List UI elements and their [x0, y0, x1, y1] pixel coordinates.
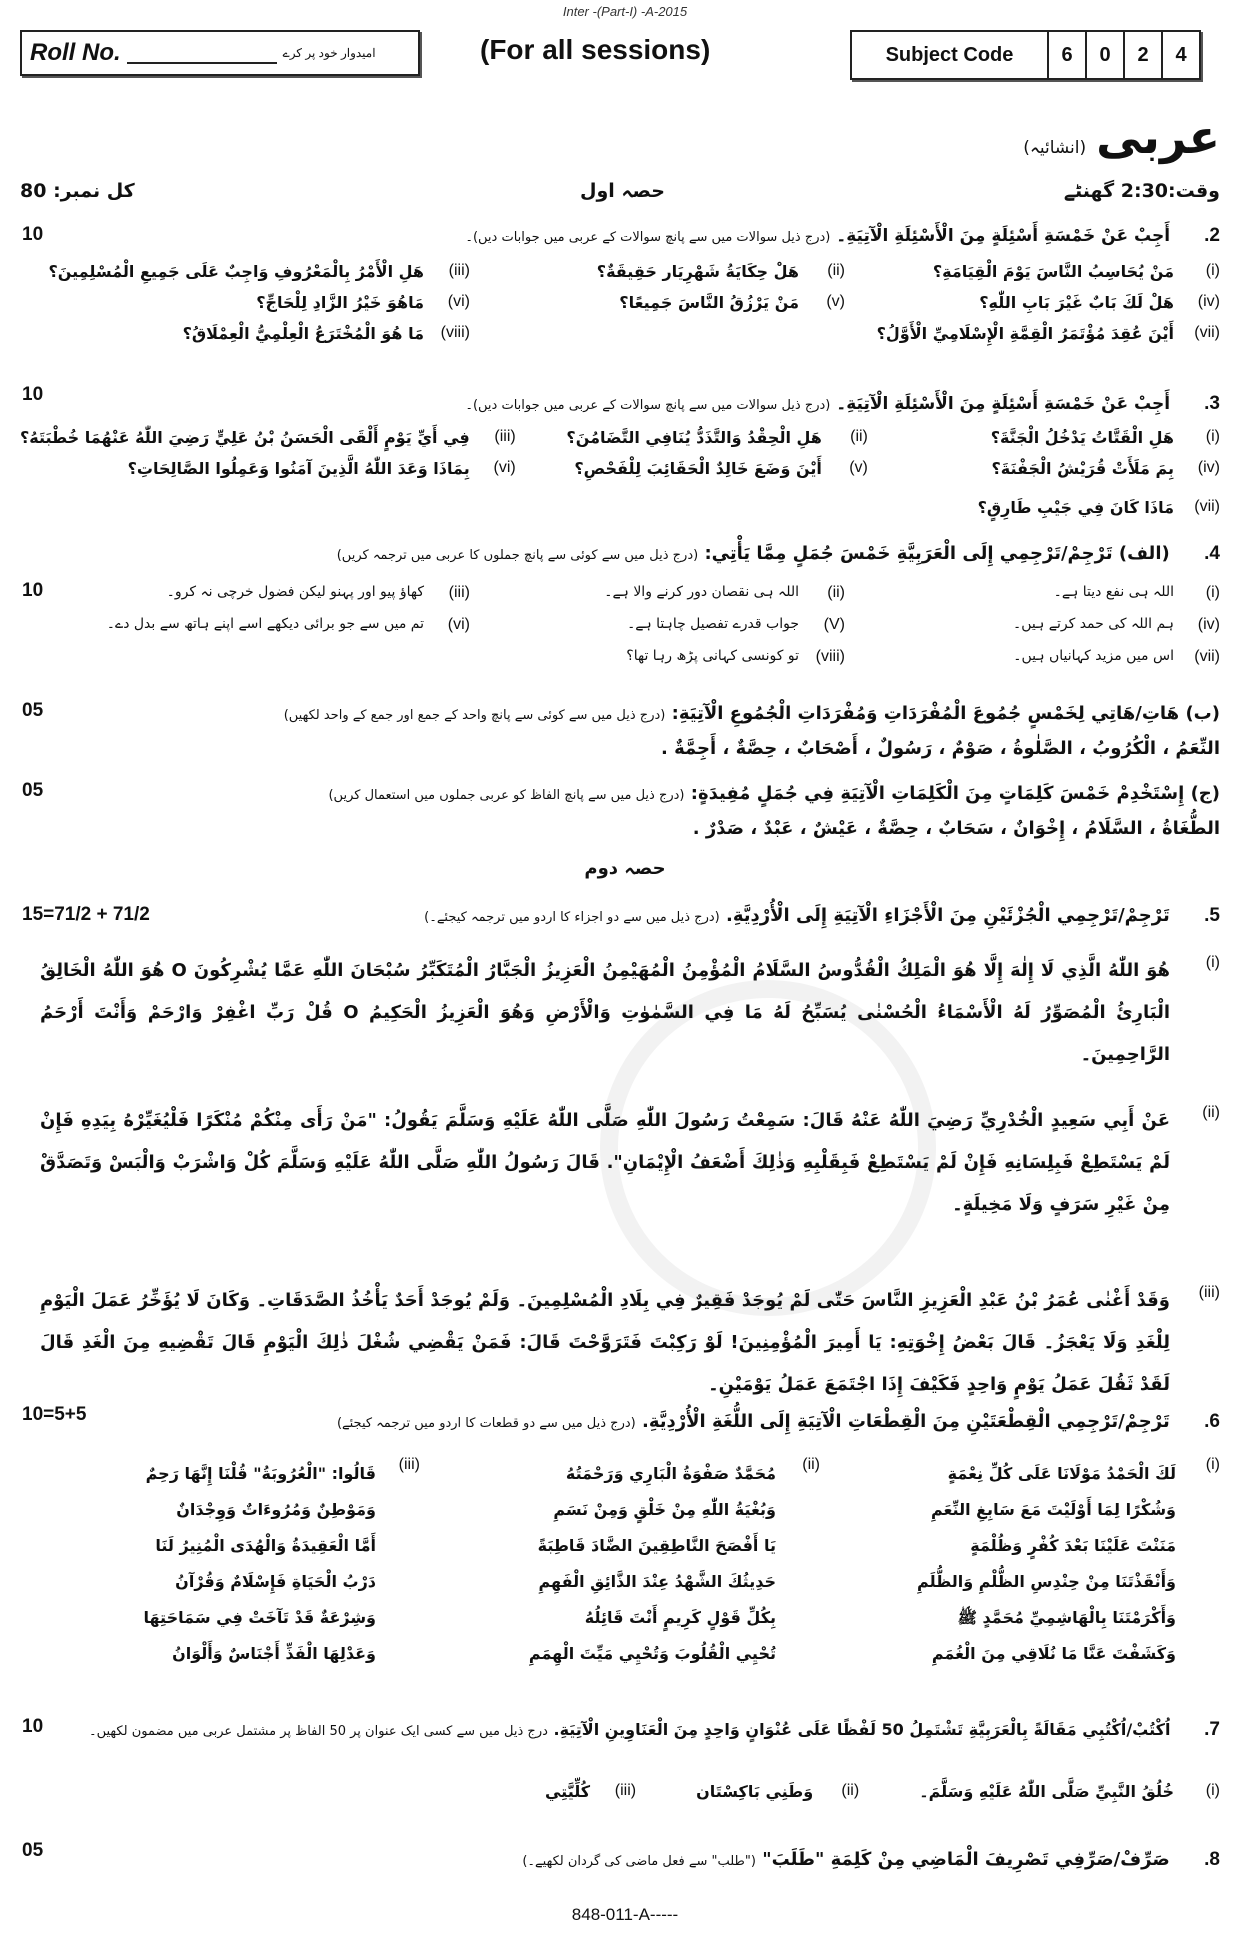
question-4c	[20, 780, 1220, 807]
question-text: تَرْجِمْ/تَرْجِمِي إِلَى الْعَرَبِيَّةِ خَمْسَ جُمَلٍ مِمَّا يَأْتِي:	[704, 543, 1113, 564]
item-number: (ii)	[850, 428, 868, 445]
poem	[440, 1456, 820, 1672]
marks: 10	[22, 224, 44, 245]
item-number: (viii)	[815, 648, 845, 665]
item-text: هَلِ الْقَتَّاتُ يَدْخُلُ الْجَنَّةَ؟	[990, 428, 1174, 447]
question-text: تَرْجِمْ/تَرْجِمِي الْقِطْعَتَيْنِ مِنَ الْقِطْعَاتِ الْآتِيَةِ إِلَى اللُّغَةِ الْأُرْدِيَّةِ.	[642, 1411, 1170, 1432]
item-number: (iii)	[398, 1456, 420, 1473]
question-6	[20, 1408, 1220, 1437]
question-7-items	[20, 1782, 1220, 1801]
roll-number-field[interactable]	[127, 42, 277, 64]
question-number: 2.	[1204, 225, 1220, 246]
poem-line: أَمَّا الْعَقِيدَةُ وَالْهُدَى الْمُنِيرُ لَنَا	[155, 1536, 376, 1555]
question-number: 8.	[1204, 1849, 1220, 1870]
passage	[40, 1280, 1220, 1406]
item-number: (ii)	[827, 262, 845, 279]
question-text: صَرِّفْ/صَرِّفِي تَصْرِيفَ الْمَاضِي مِنْ كَلِمَةِ "طَلَبَ"	[762, 1849, 1170, 1870]
item-number: (iii)	[448, 262, 470, 279]
poem-line: تُحْيِي الْقُلُوبَ وَتُحْيِي مَيِّتَ الْهِمَمِ	[528, 1644, 776, 1663]
question-urdu: (درج ذیل میں سے دو قطعات کا اردو میں ترجمہ کیجئے)	[336, 1416, 636, 1431]
item-text: اللہ ہی نفع دیتا ہے۔	[1053, 584, 1174, 600]
question-urdu: (درج ذیل میں سے کوئی سے پانچ جملوں کا عربی میں ترجمہ کریں)	[336, 548, 699, 563]
item-number: (vii)	[1194, 324, 1220, 341]
poem	[840, 1456, 1220, 1672]
item-number: (V)	[823, 616, 845, 633]
subject-code-digit: 4	[1175, 43, 1187, 66]
item-text: ہم اللہ کی حمد کرتے ہیں۔	[1013, 616, 1174, 632]
item-text: اللہ ہی نقصان دور کرنے والا ہے۔	[604, 584, 799, 600]
item-number: (v)	[849, 459, 868, 476]
item-number: (iv)	[1197, 616, 1220, 633]
poem-line: دَرْبُ الْحَيَاةِ فَإِسْلَامٌ وَقُرْآنُ	[175, 1572, 376, 1591]
list-item	[516, 459, 868, 478]
poems	[40, 1456, 1220, 1672]
item-text: أَيْنَ عُقِدَ مُؤْتَمَرُ الْقِمَّةِ الْإِسْلَامِيِّ الْأَوَّلُ؟	[876, 324, 1174, 343]
question-part: (الف)	[1118, 543, 1170, 564]
list-item	[919, 1782, 1220, 1801]
part-two-heading: حصہ دوم	[584, 858, 666, 879]
list-item	[20, 262, 470, 281]
item-text: کھاؤ پیو اور پہنو لیکن فضول خرچی نہ کرو۔	[166, 584, 424, 600]
subject-code-digit: 0	[1087, 32, 1125, 78]
item-number: (ii)	[841, 1782, 860, 1799]
question-number: 6.	[1204, 1411, 1220, 1432]
marks: 15=71/2 + 71/2	[22, 904, 150, 925]
question-7	[20, 1716, 1220, 1745]
list-item	[545, 1782, 636, 1801]
poem-line: وَشُكْرًا لِمَا أَوْلَيْتَ مَعَ سَابِغِ النِّعَمِ	[930, 1500, 1176, 1519]
passage	[40, 950, 1220, 1076]
item-text: تم میں سے جو برائی دیکھے اسے اپنے ہاتھ سے بدل دے۔	[106, 616, 424, 632]
item-text: اس میں مزید کہانیاں ہیں۔	[1013, 648, 1174, 664]
question-text: هَاتِ/هَاتِي لِخَمْسٍ جُمُوعَ الْمُفْرَدَاتِ وَمُفْرَدَاتِ الْجُمُوعِ الْآتِيَةِ:	[671, 703, 1180, 724]
question-2	[20, 222, 1220, 251]
item-text: أَيْنَ وَضَعَ خَالِدٌ الْحَقَائِبَ لِلْفَحْصِ؟	[574, 459, 822, 478]
item-text: مَاذَا كَانَ فِي جَيْبِ طَارِقٍ؟	[977, 498, 1174, 517]
poem-line: وَأَنْقَذْتَنَا مِنْ حِنْدِسِ الظُّلْمِ وَالظُّلَمِ	[917, 1572, 1176, 1591]
question-5	[20, 902, 1220, 931]
list-item	[20, 293, 470, 312]
question-part: (ج)	[1190, 783, 1220, 804]
item-text: مَنْ يُحَاسِبُ النَّاسَ يَوْمَ الْقِيَامَةِ؟	[932, 262, 1174, 281]
subject-code-digit: 6	[1049, 32, 1087, 78]
poem-line: مُحَمَّدٌ صَفْوَةُ الْبَارِي وَرَحْمَتُهُ	[565, 1464, 776, 1483]
list-item	[470, 262, 845, 281]
item-number: (vi)	[447, 293, 470, 310]
item-text: وَطَنِي بَاكِسْتَان	[696, 1782, 814, 1801]
passage-text: وَقَدْ أَغْنٰى عُمَرُ بْنُ عَبْدِ الْعَزِيزِ النَّاسَ حَتّٰى لَمْ يُوجَدْ فَقِيرٌ فِي بِلَادِ الْمُسْلِمِينَ۔ وَلَمْ يُوجَدْ أَحَدٌ يَأْخُذُ الصَّدَقَاتِ۔ وَكَانَ لَا يُؤَخِّرُ عَمَلَ الْيَوْمِ لِلْغَدِ وَلَا يَعْجَزُ۔ قَالَ بَعْضُ إِخْوَتِهِ: يَا أَمِيرَ الْمُؤْمِنِينَ! لَوْ رَكِبْتَ فَتَرَوَّحْتَ قَالَ: فَمَنْ يَقْضِي شُغْلَ ذٰلِكَ الْيَوْمِ قَالَ تَقْضِيهِ مِنَ الْغَدِ قَالَ لَقَدْ ثَقُلَ عَمَلُ يَوْمٍ وَاحِدٍ فَكَيْفَ إِذَا اجْتَمَعَ عَمَلُ يَوْمَيْنِ۔	[40, 1290, 1170, 1395]
question-urdu: درج ذیل میں سے کسی ایک عنوان پر 50 الفاظ پر مشتمل عربی میں مضمون لکھیں۔	[89, 1724, 548, 1739]
question-urdu: (درج ذیل میں سے پانچ الفاظ کو عربی جملوں میں استعمال کریں)	[328, 788, 685, 803]
list-item	[20, 584, 470, 602]
question-urdu: (درج ذیل سوالات میں سے پانچ سوالات کے عربی میں جوابات دیں)۔	[465, 230, 831, 245]
question-4	[20, 540, 1220, 569]
item-text: بِمَاذَا وَعَدَ اللّٰهُ الَّذِينَ آمَنُوا وَعَمِلُوا الصَّالِحَاتِ؟	[127, 459, 470, 478]
item-number: (viii)	[440, 324, 470, 341]
question-3-items	[20, 428, 1220, 517]
part-one-heading: حصہ اول	[580, 180, 665, 202]
item-text: هَلْ لَكَ بَابٌ غَيْرَ بَابِ اللّٰهِ؟	[979, 293, 1174, 312]
item-text: مَاهُوَ خَيْرُ الزَّادِ لِلْحَاجِّ؟	[256, 293, 424, 312]
item-number: (v)	[826, 293, 845, 310]
poem-line: قَالُوا: "الْعُرُوبَةُ" قُلْنَا إِنَّهَا رَحِمٌ	[145, 1464, 376, 1483]
list-item	[696, 1782, 859, 1801]
question-3	[20, 390, 1220, 419]
list-item	[470, 324, 1220, 343]
item-text: هَلْ حِكَايَةُ شَهْرِيَار حَقِيقَةٌ؟	[596, 262, 799, 281]
marks: 10=5+5	[22, 1404, 87, 1425]
item-number: (vi)	[447, 616, 470, 633]
question-number: 7.	[1204, 1719, 1220, 1740]
poem-line: حَدِيثُكَ الشَّهْدُ عِنْدَ الذَّائِقِ الْفَهِمِ	[538, 1572, 776, 1591]
item-number: (iii)	[494, 428, 516, 445]
poem-line: وَأَكْرَمْتَنَا بِالْهَاشِمِيِّ مُحَمَّدٍ ﷺ	[957, 1608, 1176, 1627]
marks: 05	[22, 1840, 44, 1861]
item-number: (i)	[1205, 428, 1220, 445]
subject-code-box	[850, 30, 1201, 80]
total-marks: کل نمبر: 80	[20, 180, 135, 202]
item-text: فِي أَيِّ يَوْمٍ أَلْقَى الْحَسَنُ بْنُ عَلِيٍّ رَضِيَ اللّٰهُ عَنْهُمَا خُطْبَتَهُ؟	[20, 428, 470, 447]
passage	[40, 1100, 1220, 1226]
item-number: (vii)	[1194, 498, 1220, 515]
poem-line: وَشِرْعَةٌ قَدْ تَآخَتْ فِي سَمَاحَتِهَا	[143, 1608, 376, 1627]
question-text: أَجِبْ عَنْ خَمْسَةِ أَسْئِلَةٍ مِنَ الْأَسْئِلَةِ الْآتِيَةِ۔	[836, 394, 1171, 414]
poem	[40, 1456, 420, 1672]
poem-line: وَبُغْيَةُ اللّٰهِ مِنْ خَلْقٍ وَمِنْ نَسَمِ	[553, 1500, 776, 1519]
item-number: (i)	[1205, 1782, 1220, 1799]
item-text: هَلِ الْحِقْدُ وَالتَّذَدُّ يُنَافِي التَّضَامُنَ؟	[566, 428, 822, 447]
item-number: (i)	[1205, 262, 1220, 279]
marks: 05	[22, 700, 44, 721]
roll-label: Roll No.	[30, 39, 121, 66]
list-item	[845, 584, 1220, 602]
question-text: تَرْجِمْ/تَرْجِمِي الْجُزْئَيْنِ مِنَ الْأَجْزَاءِ الْآتِيَةِ إِلَى الْأُرْدِيَّةِ.	[726, 905, 1170, 926]
item-text: جواب قدرے تفصیل چاہتا ہے۔	[627, 616, 799, 632]
question-urdu: (درج ذیل میں سے کوئی سے پانچ واحد کے جمع اور جمع کے واحد لکھیں)	[283, 708, 666, 723]
poem-line: يَا أَفْصَحَ النَّاطِقِينَ الضَّادَ قَاطِبَةً	[537, 1536, 776, 1555]
list-item	[845, 648, 1220, 666]
poem-line: وَمَوْطِنٌ وَمُرُوءَاتٌ وَوِجْدَانٌ	[176, 1500, 376, 1519]
item-number: (iv)	[1197, 293, 1220, 310]
question-part: (ب)	[1185, 703, 1220, 724]
marks: 05	[22, 780, 44, 801]
item-number: (vi)	[493, 459, 516, 476]
list-item	[20, 616, 470, 634]
paper-type: (انشائیہ)	[1023, 138, 1087, 158]
poem-line: مَنَنْتَ عَلَيْنَا بَعْدَ كُفْرٍ وَظُلْمَةٍ	[970, 1536, 1176, 1555]
passage-text: عَنْ أَبِي سَعِيدٍ الْخُدْرِيِّ رَضِيَ اللّٰهُ عَنْهُ قَالَ: سَمِعْتُ رَسُولَ اللّٰهِ صَلَّى اللّٰهُ عَلَيْهِ وَسَلَّمَ يَقُولُ: "مَنْ رَأَى مِنْكُمْ مُنْكَرًا فَلْيُغَيِّرْهُ بِيَدِهِ فَإِنْ لَمْ يَسْتَطِعْ فَبِلِسَانِهِ فَإِنْ لَمْ يَسْتَطِعْ فَبِقَلْبِهِ وَذٰلِكَ أَضْعَفُ الْإِيْمَانِ". قَالَ رَسُولُ اللّٰهِ صَلَّى اللّٰهُ عَلَيْهِ وَسَلَّمَ كُلْ وَاشْرَبْ وَالْبَسْ وَتَصَدَّقْ مِنْ غَيْرِ سَرَفٍ وَلَا مَخِيلَةٍ۔	[40, 1110, 1170, 1215]
list-item	[470, 584, 845, 602]
subject-code-digit: 2	[1125, 32, 1163, 78]
marks: 10	[22, 384, 44, 405]
list-item	[20, 428, 516, 447]
list-item	[20, 459, 516, 478]
question-4-items	[20, 584, 1220, 666]
question-4b	[20, 700, 1220, 727]
subject-code-label: Subject Code	[852, 32, 1049, 78]
list-item	[20, 490, 1220, 517]
list-item	[845, 616, 1220, 634]
item-number: (ii)	[827, 584, 845, 601]
subject-name: عربی	[1096, 110, 1220, 164]
poem-line: وَكَشَفْتَ عَنَّا مَا نُلَاقِي مِنَ الْغُمَمِ	[931, 1644, 1176, 1663]
item-text: خُلُقُ النَّبِيِّ صَلَّى اللّٰهُ عَلَيْهِ وَسَلَّمَ۔	[919, 1782, 1174, 1801]
poem-line: بِكُلِّ قَوْلٍ كَرِيمٍ أَنْتَ قَائِلُهُ	[584, 1608, 776, 1627]
item-number: (iv)	[1197, 459, 1220, 476]
list-item	[470, 293, 845, 312]
question-number: 4.	[1204, 543, 1220, 564]
question-number: 3.	[1204, 393, 1220, 414]
passage-text: هُوَ اللّٰهُ الَّذِي لَا إِلٰهَ إِلَّا هُوَ الْمَلِكُ الْقُدُّوسُ السَّلَامُ الْمُؤْمِنُ الْمُهَيْمِنُ الْعَزِيزُ الْجَبَّارُ الْمُتَكَبِّرُ سُبْحَانَ اللّٰهِ عَمَّا يُشْرِكُونَ O هُوَ اللّٰهُ الْخَالِقُ الْبَارِئُ الْمُصَوِّرُ لَهُ الْأَسْمَاءُ الْحُسْنٰى يُسَبِّحُ لَهُ مَا فِي السَّمٰوٰتِ وَالْأَرْضِ وَهُوَ الْعَزِيزُ الْحَكِيمُ O قُلْ رَبِّ اغْفِرْ وَارْحَمْ وَأَنْتَ أَرْحَمُ الرَّاحِمِينَ۔	[40, 960, 1171, 1065]
poem-line: وَعَدْلِهَا الْفَذِّ أَجْنَاسٌ وَأَلْوَانُ	[172, 1644, 376, 1663]
item-text: مَا هُوَ الْمُخْتَرَعُ الْعِلْمِيُّ الْعِمْلَاقُ؟	[182, 324, 424, 343]
paper-code-footer: 848-011-A-----	[571, 1905, 679, 1924]
list-item	[868, 428, 1220, 447]
item-number: (ii)	[1202, 1104, 1220, 1121]
item-text: كُلِّيَّتِي	[544, 1782, 591, 1801]
item-number: (iii)	[448, 584, 470, 601]
word-list: النِّعَمُ ، الْكُرُوبُ ، الصَّلٰوةُ ، صَوْمٌ ، رَسُولٌ ، أَصْحَابٌ ، حِصَّةٌ ، أَجِمَّةٌ .	[660, 738, 1220, 759]
item-number: (iii)	[614, 1782, 637, 1799]
time-allowed: وقت:2:30 گھنٹے	[1063, 180, 1220, 202]
list-item	[516, 428, 868, 447]
list-item	[470, 616, 845, 634]
question-text: أَجِبْ عَنْ خَمْسَةِ أَسْئِلَةٍ مِنَ الْأَسْئِلَةِ الْآتِيَةِ۔	[836, 226, 1171, 246]
question-2-items	[20, 262, 1220, 343]
list-item	[845, 293, 1220, 312]
item-text: تو کونسی کہانی پڑھ رہا تھا؟	[626, 648, 799, 664]
item-number: (i)	[1205, 584, 1220, 601]
item-text: بِمَ مَلَأَتْ قُرَيْشُ الْجَفْنَةَ؟	[991, 459, 1174, 478]
marks: 10	[22, 580, 44, 601]
item-text: مَنْ يَرْزُقُ النَّاسَ جَمِيعًا؟	[619, 293, 799, 312]
marks: 10	[22, 1716, 44, 1737]
list-item	[868, 459, 1220, 478]
question-urdu: ("طلب" سے فعل ماضی کی گردان لکھیے۔)	[522, 1854, 756, 1869]
question-number: 5.	[1204, 905, 1220, 926]
item-text: هَلِ الْأَمْرُ بِالْمَعْرُوفِ وَاجِبٌ عَلَى جَمِيعِ الْمُسْلِمِينَ؟	[48, 262, 424, 281]
question-text: إِسْتَخْدِمْ خَمْسَ كَلِمَاتٍ مِنَ الْكَلِمَاتِ الْآتِيَةِ فِي جُمَلٍ مُفِيدَةٍ:	[690, 783, 1185, 804]
paper-caption: Inter -(Part-I) -A-2015	[562, 4, 688, 19]
question-text: اُكْتُبْ/اُكْتُبِي مَقَالَةً بِالْعَرَبِيَّةِ تَشْتَمِلُ 50 لَفْظًا عَلَى عُنْوَانٍ وَاحِدٍ مِنَ الْعَنَاوِينِ الْآتِيَةِ.	[553, 1720, 1171, 1739]
item-number: (ii)	[802, 1456, 820, 1473]
list-item	[470, 648, 845, 666]
list-item	[845, 262, 1220, 281]
word-list: الطُّغَاةُ ، السَّلَامُ ، إِخْوَانٌ ، سَحَابٌ ، حِصَّةٌ ، عَيْشٌ ، عَبْدٌ ، صَدْرٌ .	[692, 818, 1220, 839]
subject-title	[1023, 110, 1220, 164]
item-number: (i)	[1205, 954, 1220, 971]
item-number: (vii)	[1194, 648, 1220, 665]
roll-urdu-note: امیدوار خود پر کرے	[282, 46, 376, 60]
question-8	[20, 1846, 1220, 1875]
item-number: (i)	[1205, 1456, 1220, 1473]
question-urdu: (درج ذیل سوالات میں سے پانچ سوالات کے عربی میں جوابات دیں)۔	[465, 398, 831, 413]
item-number: (iii)	[1198, 1284, 1220, 1301]
list-item	[20, 324, 470, 343]
roll-number-box	[20, 30, 420, 76]
poem-line: لَكَ الْحَمْدُ مَوْلَانَا عَلَى كُلِّ نِعْمَةٍ	[947, 1464, 1176, 1483]
sessions-label: (For all sessions)	[480, 34, 711, 65]
question-urdu: (درج ذیل میں سے دو اجزاء کا اردو میں ترجمہ کیجئے۔)	[424, 910, 720, 925]
paper-meta	[20, 180, 1220, 212]
